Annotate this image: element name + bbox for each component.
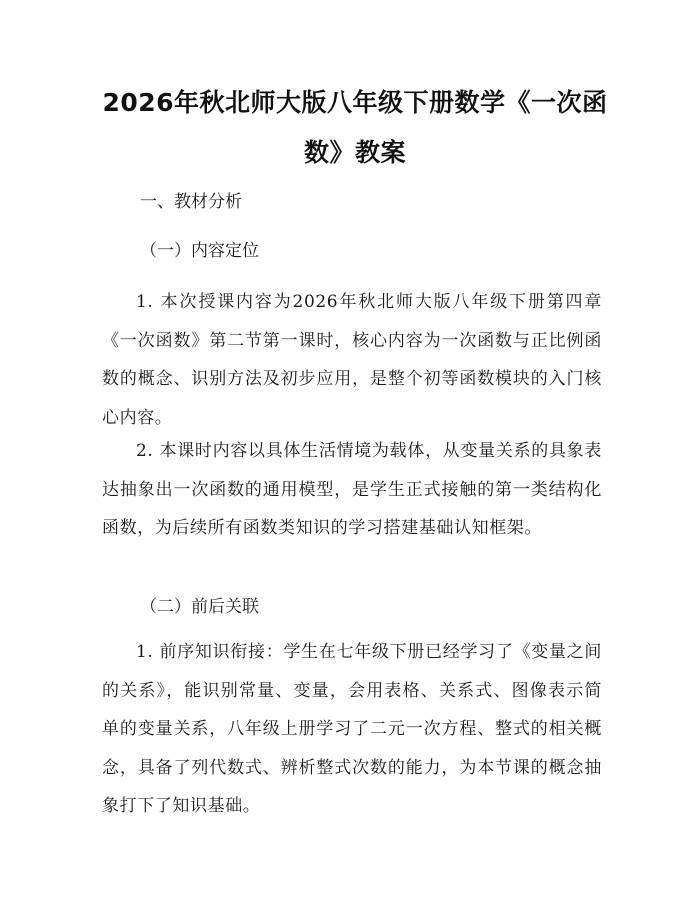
section-heading-teaching-material-analysis: 一、教材分析 [140, 192, 242, 212]
paragraph-content-positioning-2: 2. 本课时内容以具体生活情境为载体，从变量关系的具象表达抽象出一次函数的通用模型，是学生正式接触的第一类结构化函数，为后续所有函数类知识的学习搭建基础认知框架。 [102, 441, 602, 538]
subsection-heading-connections: （二）前后关联 [140, 597, 259, 617]
document-title: 2026年秋北师大版八年级下册数学《一次函数》教案 [102, 88, 608, 167]
paragraph-connections-1: 1. 前序知识衔接：学生在七年级下册已经学习了《变量之间的关系》，能识别常量、变量，会用表格、关系式、图像表示简单的变量关系，八年级上册学习了二元一次方程、整式的相关概念，具备了列代数式、辨析整式次数的能力，为本节课的概念抽象打下了知识基础。 [102, 642, 602, 816]
paragraph-content-positioning-1: 1. 本次授课内容为2026年秋北师大版八年级下册第四章《一次函数》第二节第一课时，核心内容为一次函数与正比例函数的概念、识别方法及初步应用，是整个初等函数模块的入门核心内容。 [102, 292, 602, 428]
subsection-heading-content-positioning: （一）内容定位 [140, 241, 259, 261]
